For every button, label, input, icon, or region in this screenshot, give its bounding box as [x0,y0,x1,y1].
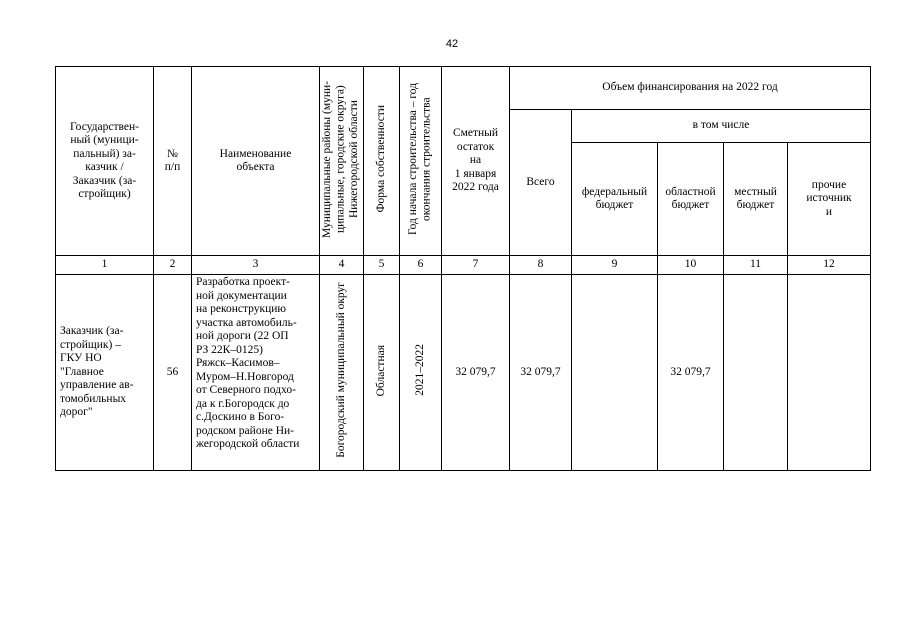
column-number: 4 [320,256,364,275]
header-years-cell [400,67,442,256]
page-number: 42 [445,38,459,50]
column-number: 7 [442,256,510,275]
header-federal: федеральный бюджет [572,143,658,256]
column-number: 12 [788,256,871,275]
row-estimated-balance: 32 079,7 [442,275,510,471]
column-number: 9 [572,256,658,275]
header-ownership: Форма собственности [374,104,387,213]
column-number: 11 [724,256,788,275]
row-years: 2021–2022 [413,344,426,397]
column-number: 1 [56,256,154,275]
table-row [56,275,871,471]
row-district-cell [320,275,364,471]
financing-table [55,66,871,471]
column-number: 3 [192,256,320,275]
header-local: местный бюджет [724,143,788,256]
header-estimated-balance: Сметный остаток на 1 января 2022 года [442,67,510,256]
row-ownership-cell [364,275,400,471]
row-district: Богородский муниципальный округ [334,282,347,459]
row-customer: Заказчик (за- стройщик) – ГКУ НО "Главное управление ав- томобильных дорог" [56,275,154,471]
row-total: 32 079,7 [510,275,572,471]
column-number: 2 [154,256,192,275]
row-regional: 32 079,7 [658,275,724,471]
header-other: прочие источник и [788,143,871,256]
header-number: № п/п [154,67,192,256]
header-customer: Государствен- ный (муници- пальный) за- казчик / Заказчик (за- стройщик) [56,67,154,256]
row-local [724,275,788,471]
header-districts-cell [320,67,364,256]
row-object-name: Разработка проект- ной документации на реконструкцию участка автомобиль- ной дороги (22 ОП РЗ 22К–0125) Ряжск–Касимов– Муром–Н.Новгород от Северного подхо- да к г.Богородск до с.Доскино в Бого- родском районе Ни- жегородской области [192,275,320,471]
column-number: 6 [400,256,442,275]
header-regional: областной бюджет [658,143,724,256]
header-districts: Муниципальные районы (муни-ципальные, городские округа) Нижегородской области [321,80,361,238]
header-total: Всего [510,110,572,256]
column-number-row [56,256,871,275]
header-object-name: Наименование объекта [192,67,320,256]
row-ownership: Областная [374,344,387,396]
row-number: 56 [154,275,192,471]
column-number: 10 [658,256,724,275]
header-ownership-cell [364,67,400,256]
row-other [788,275,871,471]
column-number: 8 [510,256,572,275]
header-financing-title: Объем финансирования на 2022 год [510,67,871,110]
row-federal [572,275,658,471]
column-number: 5 [364,256,400,275]
header-years: Год начала строительства – год окончания строительства [407,82,433,235]
header-including: в том числе [572,110,871,143]
row-years-cell [400,275,442,471]
